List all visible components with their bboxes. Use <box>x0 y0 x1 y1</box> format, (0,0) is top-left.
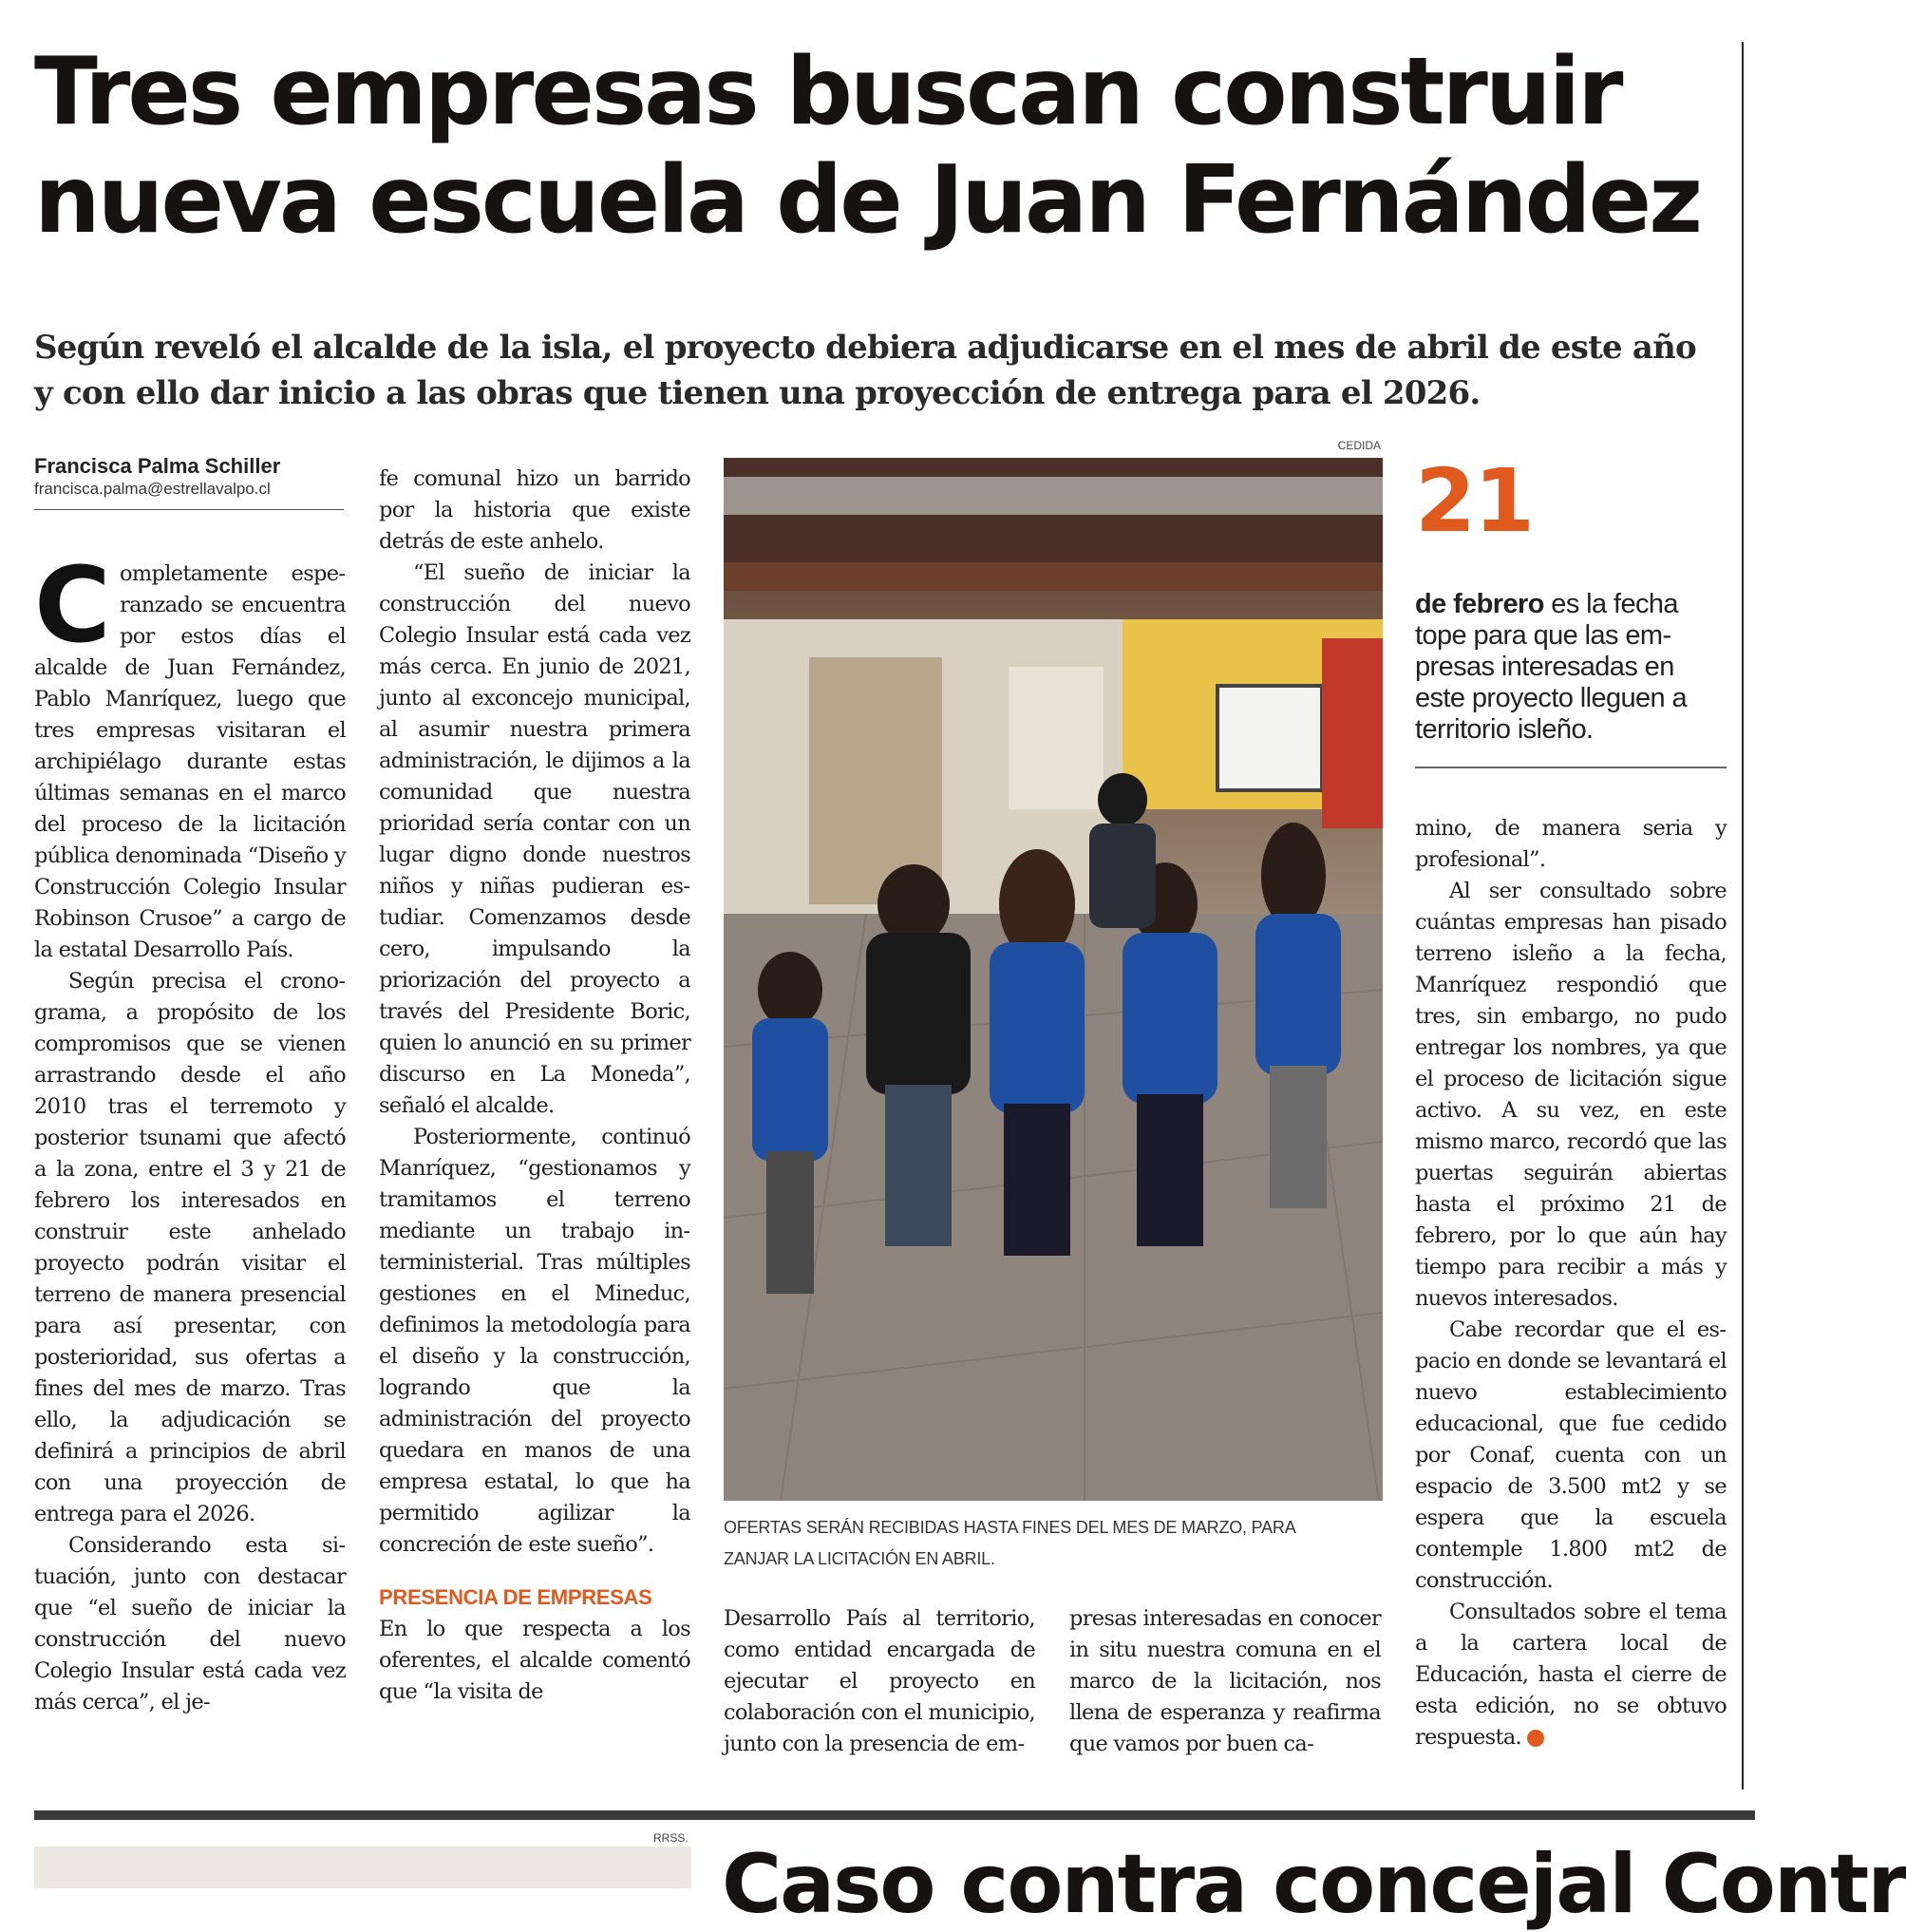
paragraph: Según precisa el cronograma, a propósito de los compromisos que se vienen arrastrando desde el año 2010 tras el terremoto y posterior tsunami que afectó a la zona, entre el 3 y 21 de febrero los interesados en construir este anhelado proyecto podrán visitar el terreno de manera presencial para así presentar, con posterioridad, sus ofertas a fines del mes de marzo. Tras ello, la adjudicación se definirá a principios de abril con una proyección de entrega para el 2026. <box>34 969 346 1526</box>
paragraph-text: Consultados sobre el tema a la cartera local de Educación, hasta el cierre de esta edición, no se obtuvo respuesta. <box>1415 1600 1727 1750</box>
caption-line-2: ZANJAR LA LICITACIÓN EN ABRIL. <box>724 1549 995 1568</box>
paragraph: “El sueño de iniciar la construcción del nuevo Colegio Insular está cada vez más cerca. En junio de 2021, junto al exconcejo municipal, al asumir nuestra primera administración, le dijimos a la comunidad que nuestra prioridad sería contar con un lugar digno donde nuestros niños y niñas pudieran estudiar. Comenzamos desde cero, impulsando la priorización del proyecto a través del Presidente Boric, quien lo anunció en su primer discurso en La Moneda”, señaló el alcalde. <box>379 560 690 1118</box>
headline-line-1: Tres empresas buscan construir <box>34 38 1621 146</box>
paragraph: Considerando esta situación, junto con destacar que “el sueño de iniciar la construcción del nuevo Colegio Insular está cada vez más cerca”, el je- <box>34 1533 346 1714</box>
byline <box>34 454 344 510</box>
text-column-3 <box>724 1603 1035 1760</box>
right-column-rule <box>1742 42 1744 1790</box>
end-mark-icon: ✪ <box>1527 1730 1544 1747</box>
paragraph: Al ser consultado sobre cuántas empresas han pisado terreno isleño a la fecha, Manríquez respondió que tres, sin embargo, no pudo entregar los nombres, ya que el proceso de licitación sigue activo. A su vez, en este mismo marco, recordó que las puertas seguirán abiertas hasta el próximo 21 de febrero, por lo que aún hay tiempo para recibir a más y nuevos interesados. <box>1415 879 1727 1311</box>
factbox-bold: de febrero <box>1415 589 1544 619</box>
factbox-text <box>1415 589 1727 768</box>
paragraph-text: ompletamente esperanzado se encuentra por estos días el alcalde de Juan Fernández, Pablo Manríquez, luego que tres empresas visitaran el archipiélago durante estas últimas semanas en el marco del proceso de la licitación pública denominada “Diseño y Construcción Colegio Insular Robinson Crusoe” a cargo de la estatal Desarrollo País. <box>34 561 346 962</box>
section-subhead: PRESENCIA DE EMPRESAS <box>379 1585 652 1609</box>
author-name: Francisca Palma Schiller <box>34 454 281 478</box>
caption-line-1: OFERTAS SERÁN RECIBIDAS HASTA FINES DEL MES DE MARZO, PARA <box>724 1518 1296 1537</box>
paragraph <box>1415 1597 1727 1753</box>
text-column-4 <box>1069 1603 1381 1760</box>
headline <box>34 38 1734 255</box>
paragraph: mino, de manera seria y profesional”. <box>1415 816 1727 872</box>
paragraph <box>34 544 346 966</box>
factbox-number: 21 <box>1415 450 1534 552</box>
headline-line-2: nueva escuela de Juan Fernández <box>34 146 1701 255</box>
author-email: francisca.palma@estrellavalpo.cl <box>34 480 271 498</box>
next-article-headline: Caso contra concejal Contr <box>722 1837 1906 1932</box>
next-article-photo <box>34 1847 691 1888</box>
section-divider <box>34 1810 1755 1820</box>
factbox-body: es la fecha tope para que las empresas interesadas en este proyecto lleguen a territorio isleño. <box>1415 589 1688 745</box>
next-photo-credit: RRSS. <box>653 1831 689 1845</box>
drop-cap: C <box>34 544 111 666</box>
paragraph: En lo que respecta a los oferentes, el alcalde comentó que “la visita de <box>379 1617 690 1704</box>
paragraph: Cabe recordar que el espacio en donde se levantará el nuevo establecimiento educacional, que fue cedido por Conaf, cuenta con un espacio de 3.500 mt2 y se espera que la escuela contemple 1.800 mt2 de construcción. <box>1415 1317 1727 1593</box>
schoolchildren-photo-illustration <box>724 458 1383 1501</box>
paragraph: presas interesadas en conocer in situ nuestra comuna en el marco de la licitación, nos llena de esperanza y reafirma que vamos por buen ca- <box>1069 1606 1381 1756</box>
photo-credit: CEDIDA <box>1337 439 1381 452</box>
text-column-5 <box>1415 813 1727 1753</box>
deck <box>34 325 1734 416</box>
photo-caption <box>724 1512 1383 1575</box>
article-photo <box>724 458 1383 1501</box>
paragraph: Posteriormente, continuó Manríquez, “gestionamos y tramitamos el terreno mediante un trabajo interministerial. Tras múltiples gestiones en el Mineduc, definimos la metodología para el diseño y la construcción, logrando que la administración del proyecto quedara en manos de una empresa estatal, lo que ha permitido agilizar la concreción de este sueño”. <box>379 1125 690 1557</box>
text-column-2 <box>379 464 690 1708</box>
deck-line-1: Según reveló el alcalde de la isla, el proyecto debiera adjudicarse en el mes de abril de este año <box>34 329 1696 367</box>
paragraph: Desarrollo País al territorio, como entidad encargada de ejecutar el proyecto en colaboración con el municipio, junto con la presencia de em- <box>724 1606 1035 1756</box>
deck-line-2: y con ello dar inicio a las obras que tienen una proyección de entrega para el 2026. <box>34 374 1481 412</box>
text-column-1 <box>34 544 346 1718</box>
paragraph: fe comunal hizo un barrido por la historia que existe detrás de este anhelo. <box>379 466 690 554</box>
